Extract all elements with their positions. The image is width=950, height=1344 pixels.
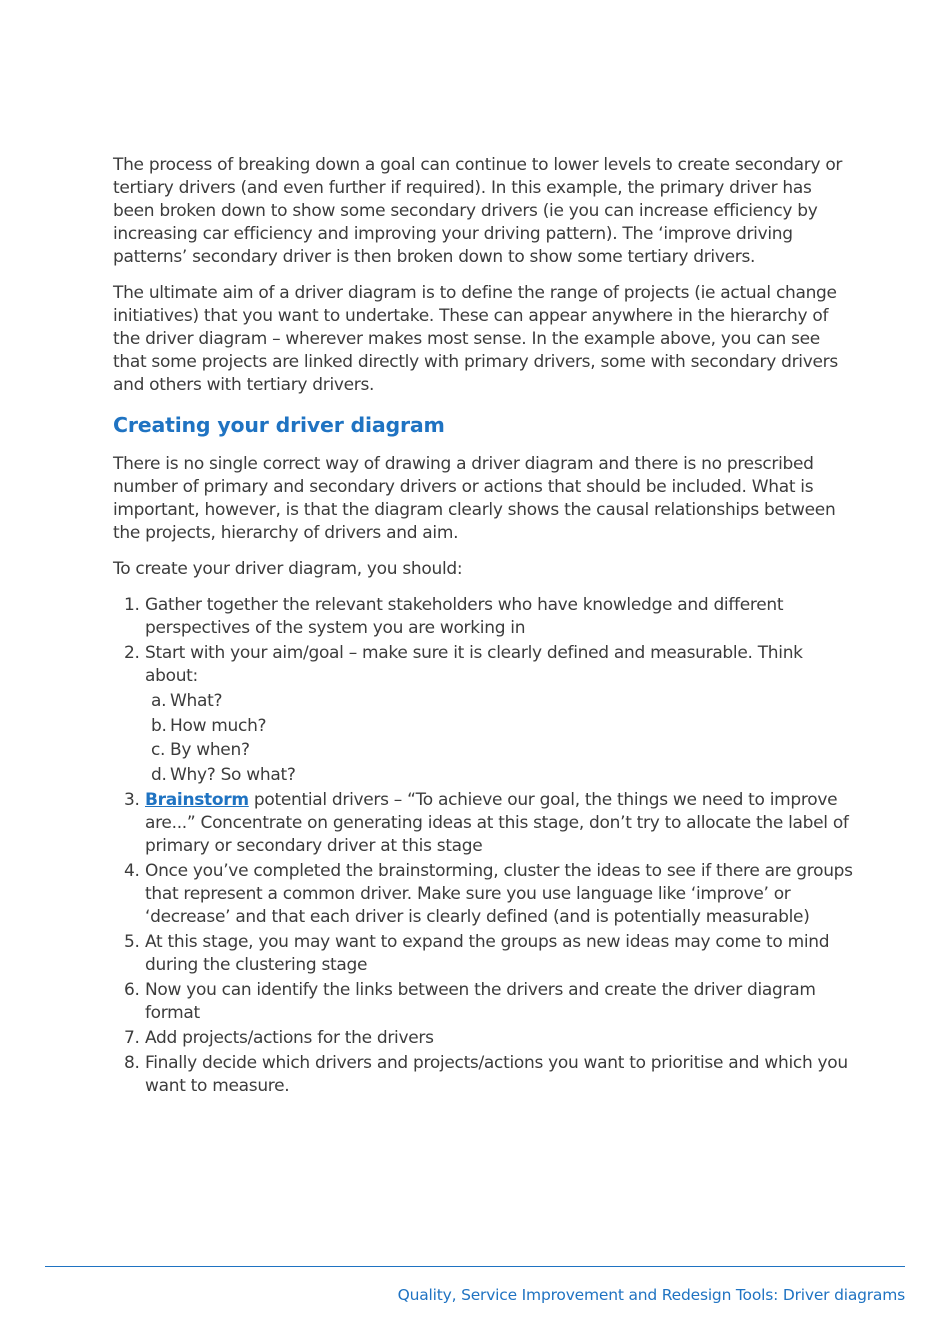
sub-steps-list (145, 690, 853, 787)
step-text: Now you can identify the links between the drivers and create the driver diagram format (145, 979, 816, 1023)
step-number: 5. (124, 931, 140, 952)
brainstorm-link[interactable]: Brainstorm (145, 789, 249, 810)
sub-step-text: By when? (170, 740, 250, 760)
step-number: 6. (124, 979, 140, 1000)
list-item (113, 594, 853, 640)
step-number: 7. (124, 1027, 140, 1048)
sub-step-text: What? (170, 691, 223, 711)
list-item (145, 764, 853, 787)
page-content (113, 154, 853, 1100)
step-text: Start with your aim/goal – make sure it is clearly defined and measurable. Think about: (145, 643, 803, 686)
sub-step-letter: b. (151, 715, 167, 736)
step-number: 3. (124, 789, 140, 810)
list-item (113, 1052, 853, 1098)
list-item (113, 789, 853, 858)
list-item (113, 979, 853, 1025)
list-item (145, 690, 853, 713)
steps-intro: To create your driver diagram, you should: (113, 559, 463, 579)
sub-step-letter: d. (151, 764, 167, 785)
paragraph-no-single-way: There is no single correct way of drawing a driver diagram and there is no prescribed number of primary and secondary drivers or actions that should be included. What is important, however, is that the diagram clearly shows the causal relationships between the projects, hierarchy of drivers and aim. (113, 454, 836, 543)
steps-list (113, 594, 853, 1098)
list-item (145, 739, 853, 762)
step-text: Gather together the relevant stakeholders who have knowledge and different perspectives of the system you are working in (145, 595, 784, 638)
paragraph-secondary-tertiary-drivers: The process of breaking down a goal can continue to lower levels to create secondary or tertiary drivers (and even further if required). In this example, the primary driver has been broken down to show some secondary drivers (ie you can increase efficiency by increasing car efficiency and improving your driving pattern). The ‘improve driving patterns’ secondary driver is then broken down to show some tertiary drivers. (113, 155, 843, 267)
paragraph-driver-diagram-aim: The ultimate aim of a driver diagram is to define the range of projects (ie actual change initiatives) that you want to undertake. These can appear anywhere in the hierarchy of the driver diagram – wherever makes most sense. In the example above, you can see that some projects are linked directly with primary drivers, some with secondary drivers and others with tertiary drivers. (113, 283, 838, 395)
list-item (113, 1027, 853, 1050)
sub-step-text: How much? (170, 715, 267, 736)
footer-title: Quality, Service Improvement and Redesign Tools: Driver diagrams (397, 1286, 905, 1304)
step-text: Once you’ve completed the brainstorming, cluster the ideas to see if there are groups that represent a common driver. Make sure you use language like ‘improve’ or ‘decrease’ and that each driver is clearly defined (and is potentially measurable) (145, 860, 853, 927)
step-number: 8. (124, 1052, 140, 1073)
sub-step-letter: c. (151, 740, 166, 760)
step-text: At this stage, you may want to expand the groups as new ideas may come to mind during the clustering stage (145, 931, 830, 975)
sub-step-letter: a. (151, 691, 167, 711)
sub-step-text: Why? So what? (170, 764, 296, 785)
step-number: 4. (124, 860, 140, 881)
list-item (113, 931, 853, 977)
step-number: 1. (124, 595, 140, 615)
list-item (145, 715, 853, 738)
list-item (113, 860, 853, 929)
step-text: Finally decide which drivers and projects/actions you want to prioritise and which you want to measure. (145, 1052, 848, 1096)
list-item (113, 642, 853, 787)
step-number: 2. (124, 643, 140, 663)
footer-divider (45, 1266, 905, 1267)
step-text: potential drivers – “To achieve our goal, the things we need to improve are...” Concentrate on generating ideas at this stage, don’t try to allocate the label of primary or secondary driver at this stage (145, 789, 849, 856)
section-heading: Creating your driver diagram (113, 413, 445, 437)
step-text: Add projects/actions for the drivers (145, 1027, 434, 1048)
